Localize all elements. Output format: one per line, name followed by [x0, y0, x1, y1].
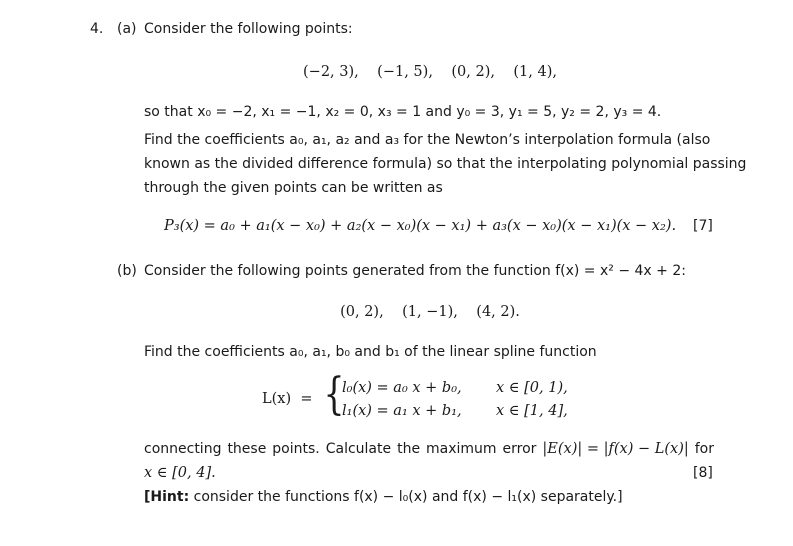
part-b-domain: x ∈ [0, 4].: [144, 465, 216, 481]
connecting-word: these: [227, 441, 267, 457]
part-b-connecting-line: [144, 441, 714, 457]
spline-piece-2-domain: x ∈ [1, 4],: [496, 403, 568, 419]
hint-label: [Hint:: [144, 489, 190, 505]
connecting-word: points.: [272, 441, 320, 457]
part-a-text-line-2: known as the divided difference formula) so that the interpolating polynomial passing: [144, 156, 747, 172]
part-a-marks: [7]: [693, 218, 713, 234]
part-b-find: Find the coefficients a₀, a₁, b₀ and b₁ of the linear spline function: [144, 344, 597, 360]
part-b-intro: Consider the following points generated from the function f(x) = x² − 4x + 2:: [144, 263, 686, 279]
part-b-marks: [8]: [693, 465, 713, 481]
part-a-text-line-3: through the given points can be written as: [144, 180, 443, 196]
connecting-word: maximum: [426, 441, 497, 457]
spline-piece-1-expr: l₀(x) = a₀ x + b₀,: [342, 380, 462, 396]
spline-brace: {: [323, 369, 345, 420]
part-b-hint: [144, 489, 623, 505]
problem-number: 4.: [90, 21, 104, 37]
error-expression: |E(x)| = |f(x) − L(x)|: [542, 441, 689, 457]
connecting-word: for: [694, 441, 714, 457]
connecting-word: Calculate: [325, 441, 392, 457]
part-a-label: (a): [117, 21, 137, 37]
spline-piece-2-expr: l₁(x) = a₁ x + b₁,: [342, 403, 462, 419]
connecting-word: the: [397, 441, 421, 457]
part-b-label: (b): [117, 263, 137, 279]
part-a-points: (−2, 3), (−1, 5), (0, 2), (1, 4),: [303, 64, 557, 80]
part-a-text-line-1: Find the coefficients a₀, a₁, a₂ and a₃ for the Newton’s interpolation formula (also: [144, 132, 711, 148]
spline-lhs: L(x) =: [262, 391, 313, 407]
part-b-points: (0, 2), (1, −1), (4, 2).: [340, 304, 520, 320]
connecting-word: connecting: [144, 441, 222, 457]
newton-formula: P₃(x) = a₀ + a₁(x − x₀) + a₂(x − x₀)(x − x₁) + a₃(x − x₀)(x − x₁)(x − x₂).: [164, 218, 677, 234]
part-a-so-that: so that x₀ = −2, x₁ = −1, x₂ = 0, x₃ = 1 and y₀ = 3, y₁ = 5, y₂ = 2, y₃ = 4.: [144, 104, 662, 120]
spline-piece-1-domain: x ∈ [0, 1),: [496, 380, 568, 396]
connecting-word: error: [502, 441, 537, 457]
part-a-intro: Consider the following points:: [144, 21, 353, 37]
hint-text: consider the functions f(x) − l₀(x) and f(x) − l₁(x) separately.]: [193, 489, 623, 505]
